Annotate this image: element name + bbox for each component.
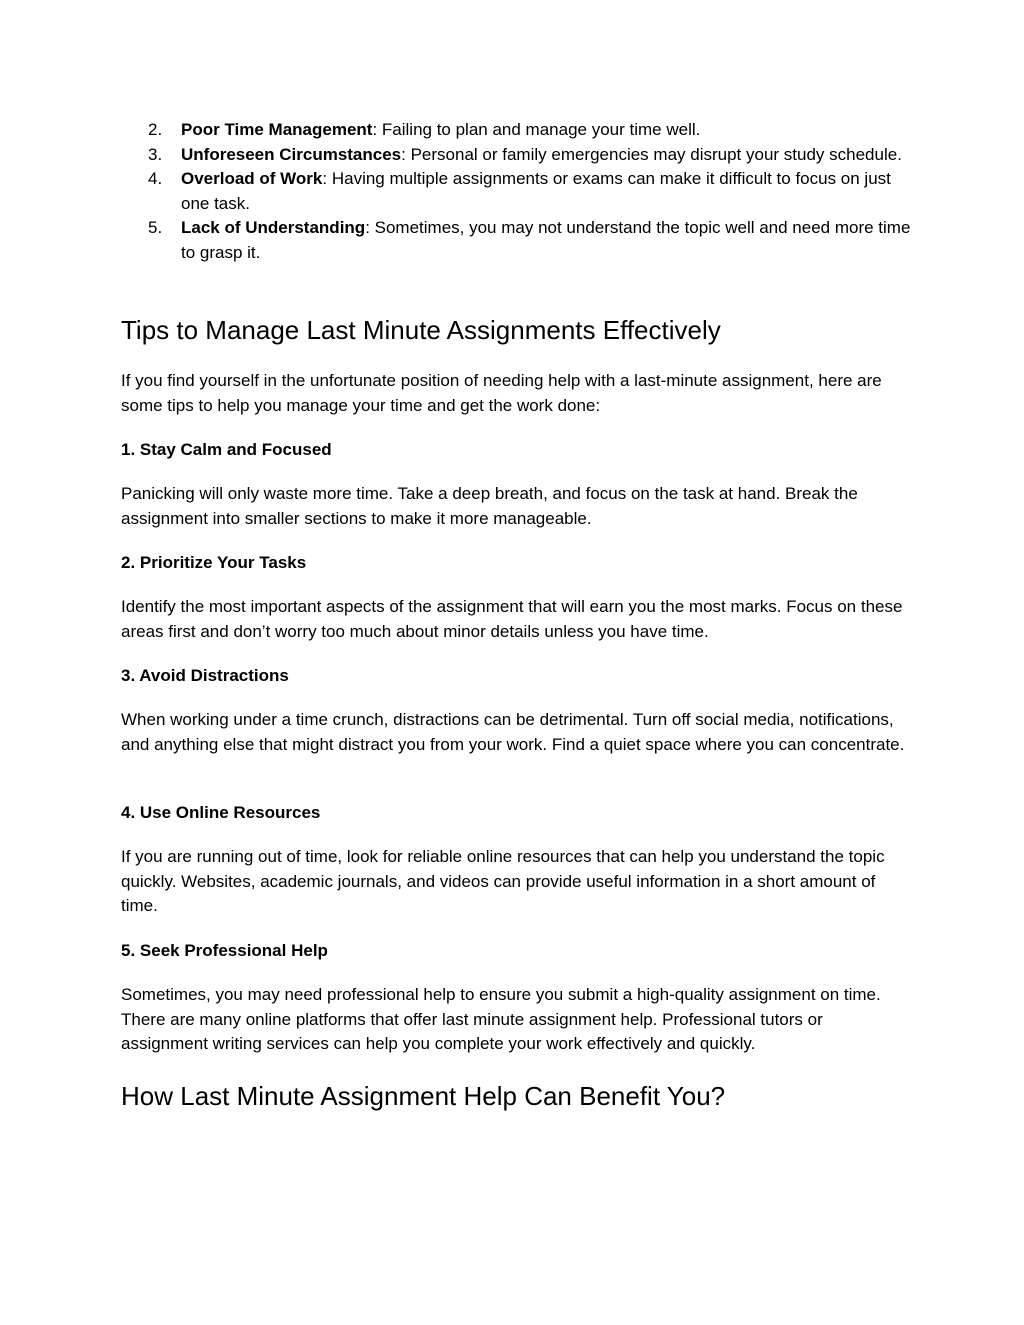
tip-body: Identify the most important aspects of the assignment that will earn you the most marks. Focus on these areas first and don’t worry too much about minor details unless you have time. bbox=[121, 597, 903, 641]
list-item bbox=[0, 167, 1024, 216]
list-description: : Sometimes, you may not understand the topic well and need more time to grasp it. bbox=[181, 218, 911, 262]
list-number: 2. bbox=[148, 120, 163, 139]
list-term: Poor Time Management bbox=[181, 120, 373, 139]
list-item bbox=[0, 143, 1024, 168]
list-number: 5. bbox=[148, 218, 163, 237]
benefit-section-heading: How Last Minute Assignment Help Can Benefit You? bbox=[121, 1081, 726, 1111]
list-number: 3. bbox=[148, 144, 163, 164]
list-number: 4. bbox=[148, 169, 163, 188]
reasons-list bbox=[0, 118, 1024, 265]
tips-section-heading: Tips to Manage Last Minute Assignments Effectively bbox=[121, 315, 721, 345]
tip-heading: 4. Use Online Resources bbox=[121, 803, 321, 822]
tip-heading: 5. Seek Professional Help bbox=[121, 941, 328, 960]
list-term: Overload of Work bbox=[181, 169, 323, 188]
list-term: Lack of Understanding bbox=[181, 218, 366, 237]
tip-heading: 2. Prioritize Your Tasks bbox=[121, 553, 307, 572]
tip-body: If you are running out of time, look for reliable online resources that can help you understand the topic quickly. Websites, academic journals, and videos can provide useful information in a short amount of time. bbox=[121, 847, 885, 915]
tips-intro-paragraph: If you find yourself in the unfortunate position of needing help with a last-minute assignment, here are some tips to help you manage your time and get the work done: bbox=[121, 371, 882, 415]
tip-body: Panicking will only waste more time. Take a deep breath, and focus on the task at hand. Break the assignment into smaller sections to make it more manageable. bbox=[121, 484, 858, 528]
tip-body: Sometimes, you may need professional help to ensure you submit a high-quality assignment on time. There are many online platforms that offer last minute assignment help. Professional tutors or assignment writing services can help you complete your work effectively and quickly. bbox=[121, 985, 881, 1053]
tip-heading: 3. Avoid Distractions bbox=[121, 666, 289, 685]
list-item bbox=[0, 216, 1024, 265]
list-term: Unforeseen Circumstances bbox=[181, 144, 402, 164]
list-description: : Personal or family emergencies may disrupt your study schedule. bbox=[401, 144, 902, 164]
tip-body: When working under a time crunch, distractions can be detrimental. Turn off social media, notifications, and anything else that might distract you from your work. Find a quiet space where you can concentrate. bbox=[121, 710, 905, 754]
list-description: : Having multiple assignments or exams can make it difficult to focus on just one task. bbox=[181, 169, 891, 213]
tip-heading: 1. Stay Calm and Focused bbox=[121, 440, 332, 459]
list-item bbox=[0, 118, 1024, 143]
list-description: : Failing to plan and manage your time well. bbox=[372, 120, 701, 139]
